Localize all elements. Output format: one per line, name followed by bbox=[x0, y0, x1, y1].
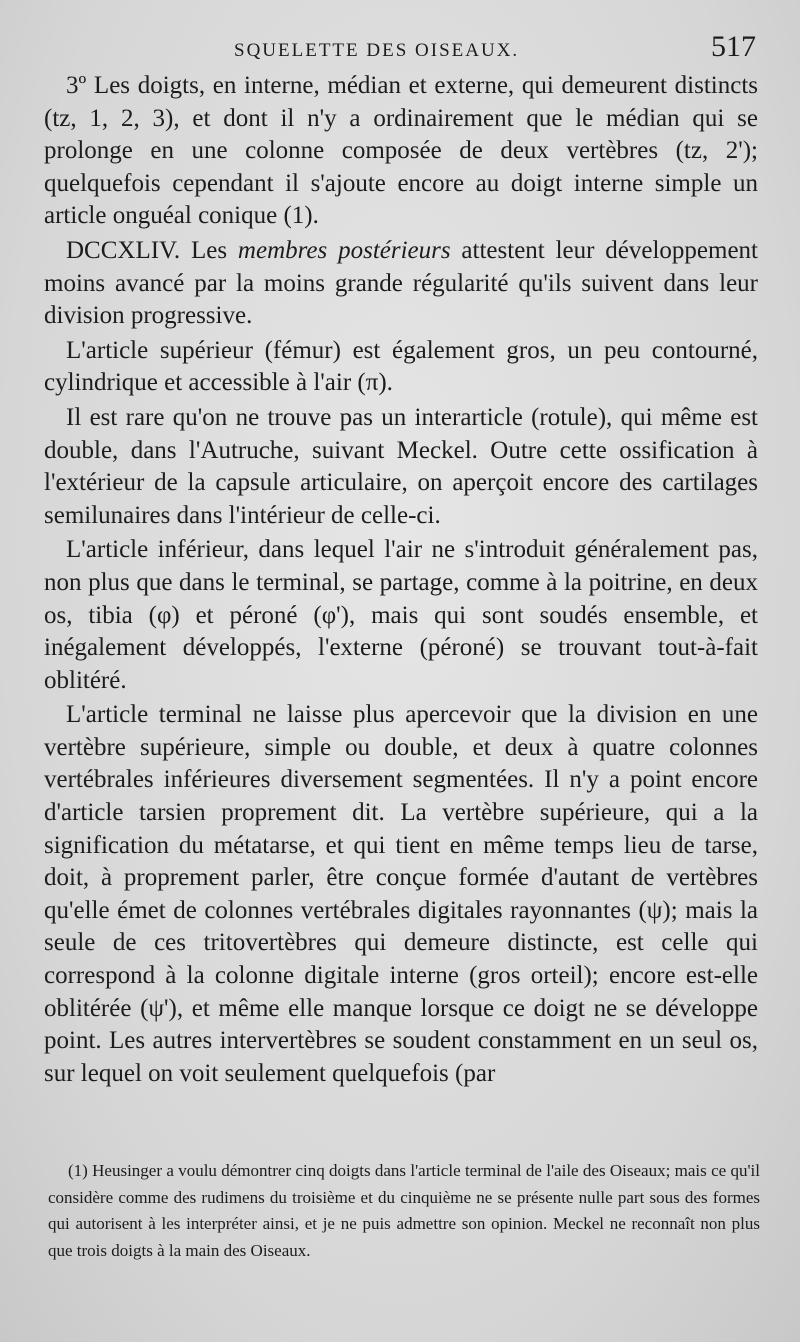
paragraph-dccxliv: DCCXLIV. Les membres postérieurs attestent leur développement moins avancé par la moins grande régularité qu'ils suivent dans leur division progressive. bbox=[44, 236, 758, 330]
page-header bbox=[44, 30, 758, 70]
body-text bbox=[44, 70, 758, 1090]
italic-term: membres postérieurs bbox=[237, 236, 451, 264]
page-number: 517 bbox=[711, 30, 756, 63]
paragraph-femur: L'article supérieur (fémur) est également gros, un peu contourné, cylindrique et accessible à l'air (π). bbox=[44, 336, 758, 397]
paragraph-rotule: Il est rare qu'on ne trouve pas un interarticle (rotule), qui même est double, dans l'Autruche, suivant Meckel. Outre cette ossification à l'extérieur de la capsule articulaire, on aperçoit encore des cartilages semilunaires dans l'intérieur de celle-ci. bbox=[44, 403, 758, 529]
paragraph-tibia: L'article inférieur, dans lequel l'air ne s'introduit généralement pas, non plus que dans le terminal, se partage, comme à la poitrine, en deux os, tibia (φ) et péroné (φ'), mais qui sont soudés ensemble, et inégalement développés, l'externe (péroné) se trouvant tout-à-fait oblitéré. bbox=[44, 536, 758, 694]
paragraph-terminal: L'article terminal ne laisse plus apercevoir que la division en une vertèbre supérieure, simple ou double, et deux à quatre colonnes vertébrales inférieures diversement segmentées. Il n'y a point encore d'article tarsien proprement dit. La vertèbre supérieure, qui a la signification du métatarse, et qui tient en même temps lieu de tarse, doit, à proprement parler, être conçue formée d'autant de vertèbres qu'elle émet de colonnes vertébrales digitales rayonnantes (ψ); mais la seule de ces tritovertèbres qui demeure distincte, est celle qui correspond à la colonne digitale interne (gros orteil); encore est-elle oblitérée (ψ'), et même elle manque lorsque ce doigt ne se développe point. Les autres intervertèbres se soudent constamment en un seul os, sur lequel on voit seulement quelquefois (par bbox=[44, 701, 758, 1087]
paragraph-fingers: 3º Les doigts, en interne, médian et externe, qui demeurent distincts (tz, 1, 2, 3), et dont il n'y a ordinairement que le médian qui se prolonge en une colonne composée de deux vertèbres (tz, 2'); quelquefois cependant il s'ajoute encore au doigt interne simple un article onguéal conique (1). bbox=[44, 72, 758, 230]
footnotes bbox=[48, 1158, 760, 1264]
footnote-1: (1) Heusinger a voulu démontrer cinq doigts dans l'article terminal de l'aile des Oiseaux; mais ce qu'il considère comme des rudimens du troisième et du cinquième ne se présente nulle part sous des formes qui autorisent à les interpréter ainsi, et je ne puis admettre son opinion. Meckel ne reconnaît non plus que trois doigts à la main des Oiseaux. bbox=[48, 1161, 760, 1260]
running-title: SQUELETTE DES OISEAUX. bbox=[234, 40, 520, 61]
